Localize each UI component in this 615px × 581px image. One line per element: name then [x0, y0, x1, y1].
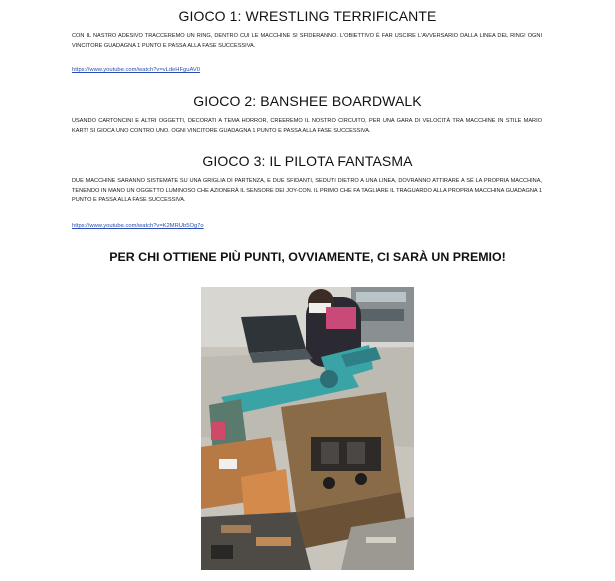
prize-announcement: PER CHI OTTIENE PIÙ PUNTI, OVVIAMENTE, CI SARÀ UN PREMIO!: [109, 250, 506, 264]
game2-description: USANDO CARTONCINI E ALTRI OGGETTI, DECORATI A TEMA HORROR, CREEREMO IL NOSTRO CIRCUITO, PER UNA GARA DI VELOCITÀ TRA MACCHINE IN STILE MARIO KART! SI GIOCA UNO CONTRO UNO. OGNI VINCITORE GUADAGNA 1 PUNTO E PASSA ALLA FASE SUCCESSIVA.: [72, 118, 542, 134]
game3-title: GIOCO 3: IL PILOTA FANTASMA: [202, 153, 413, 169]
photo-illustration: [201, 287, 414, 570]
game3-description: DUE MACCHINE SARANNO SISTEMATE SU UNA GRIGLIA DI PARTENZA, E DUE SFIDANTI, SEDUTI DIETRO A UNA LINEA, DOVRANNO ATTIRARE A SÉ LA PROPRIA MACCHINA, TENENDO IN MANO UN OGGETTO LUMINOSO CHE AZIONERÀ IL SENSORE DEI JOY-CON. IL PRIMO CHE FA TAGLIARE IL TRAGUARDO ALLA PROPRIA MACCHINA GUADAGNA 1 PUNTO E PASSA ALLA FASE SUCCESSIVA.: [72, 178, 542, 204]
game2-title: GIOCO 2: BANSHEE BOARDWALK: [193, 93, 422, 109]
game3-video-link[interactable]: https://www.youtube.com/watch?v=K2MRUb5Og7o: [72, 223, 204, 229]
game1-title: GIOCO 1: WRESTLING TERRIFICANTE: [178, 8, 437, 24]
photo-cardboard-toys: [201, 287, 414, 570]
game1-description: CON IL NASTRO ADESIVO TRACCEREMO UN RING, DENTRO CUI LE MACCHINE SI SFIDERANNO. L'OBIETTIVO È FAR USCIRE L'AVVERSARIO DALLA LINEA DEL RING! OGNI VINCITORE GUADAGNA 1 PUNTO E PASSA ALLA FASE SUCCESSIVA.: [72, 33, 542, 49]
game1-video-link[interactable]: https://www.youtube.com/watch?v=vLdeHFguAV0: [72, 67, 200, 73]
